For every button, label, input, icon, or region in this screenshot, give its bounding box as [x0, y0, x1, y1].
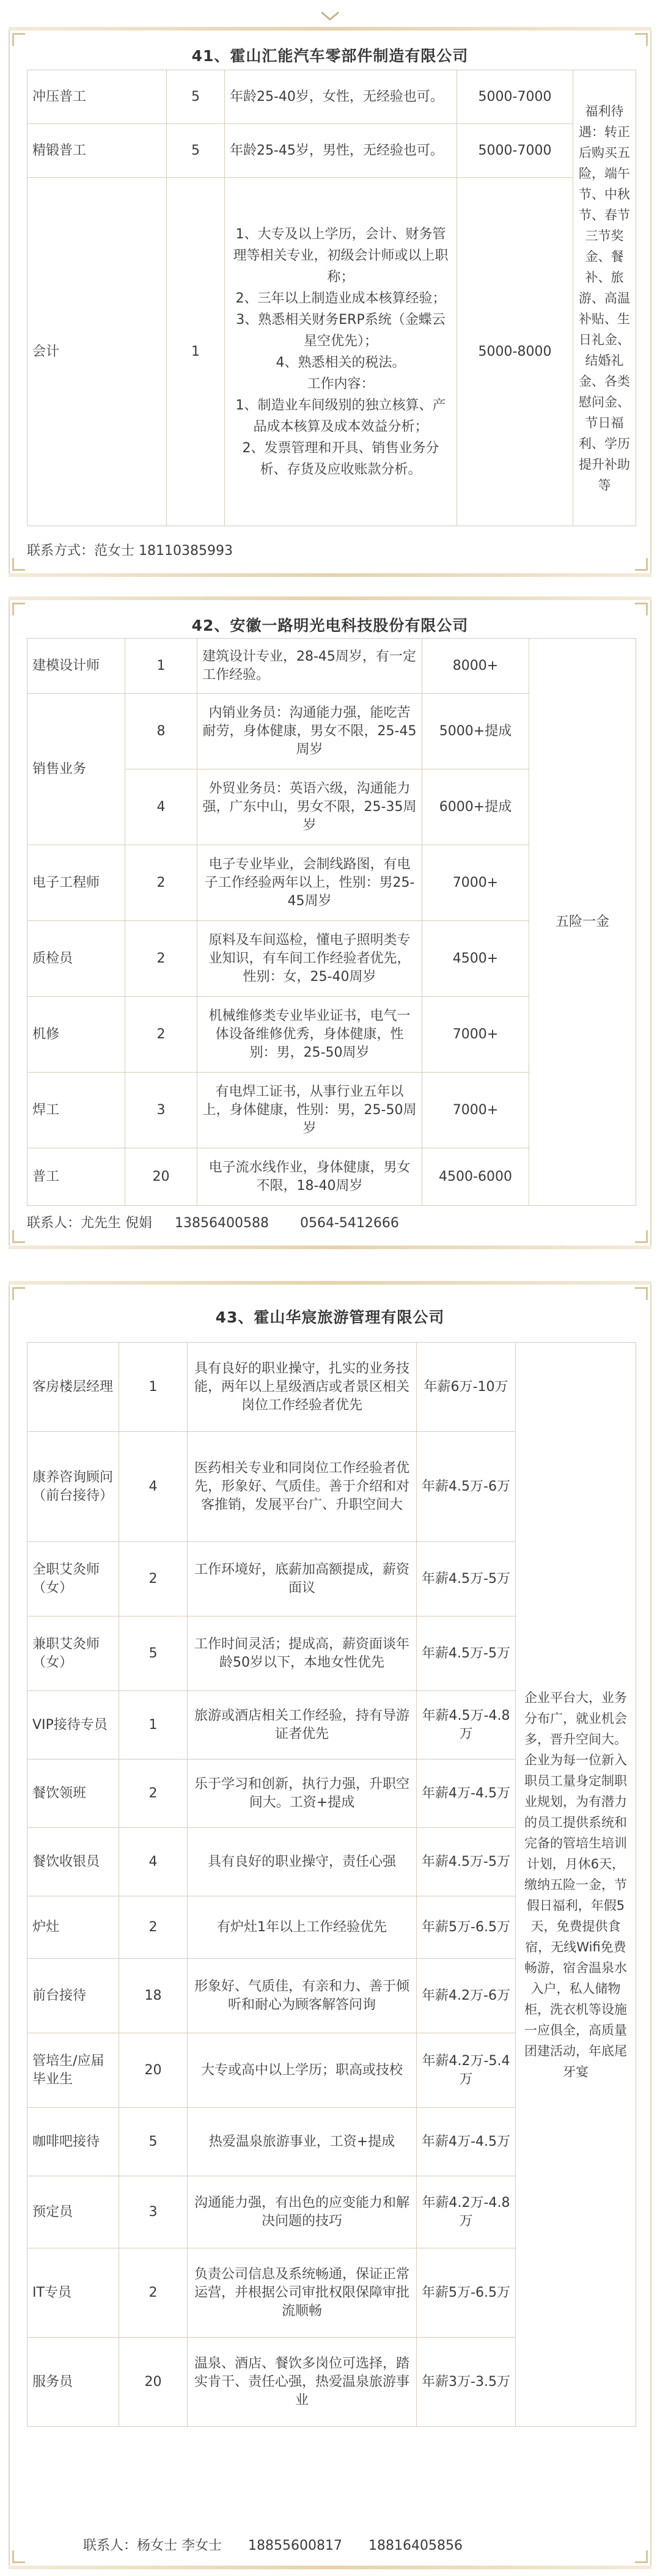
requirement-cell: 医药相关专业和同岗位工作经验者优先，形象好、气质佳。善于介绍和对客推销，发展平台广、升职空间大	[188, 1432, 417, 1542]
salary-cell: 4500-6000	[422, 1148, 529, 1206]
position-cell: VIP接待专员	[28, 1691, 119, 1760]
contact-line	[27, 540, 246, 559]
requirement-cell: 具有良好的职业操守，扎实的业务技能，两年以上星级酒店或者景区相关岗位工作经验者优先	[188, 1343, 417, 1432]
position-cell: 服务员	[28, 2338, 119, 2427]
position-cell: 冲压普工	[28, 70, 167, 124]
salary-cell: 5000+提成	[422, 694, 529, 769]
salary-cell: 8000+	[422, 639, 529, 694]
position-cell: 电子工程师	[28, 845, 125, 921]
position-cell: 炉灶	[28, 1896, 119, 1959]
count-cell: 3	[125, 1073, 197, 1148]
position-cell: 焊工	[28, 1073, 125, 1148]
requirement-cell: 原料及车间巡检，懂电子照明类专业知识，有车间工作经验者优先，性别：女，25-40周岁	[197, 921, 422, 997]
company-title: 43、霍山华宸旅游管理有限公司	[215, 1308, 445, 1326]
requirement-cell: 工作时间灵活；提成高，薪资面谈年龄50岁以下，本地女性优先	[188, 1616, 417, 1691]
count-cell: 2	[125, 845, 197, 921]
jobs-table	[27, 1342, 636, 2427]
benefits-cell: 五险一金	[529, 639, 636, 1206]
requirement-cell: 热爱温泉旅游事业，工资+提成	[188, 2108, 417, 2176]
count-cell: 2	[119, 1542, 188, 1616]
requirement-cell: 电子专业毕业，会制线路图，有电子工作经验两年以上，性别：男25-45周岁	[197, 845, 422, 921]
company-card-42	[9, 599, 651, 1247]
position-cell: 客房楼层经理	[28, 1343, 119, 1432]
requirement-cell: 乐于学习和创新，执行力强，升职空间大。工资+提成	[188, 1760, 417, 1828]
count-cell: 4	[119, 1432, 188, 1542]
company-title: 41、霍山汇能汽车零部件制造有限公司	[191, 47, 469, 65]
position-cell: 前台接待	[28, 1959, 119, 2033]
company-title: 42、安徽一路明光电科技股份有限公司	[191, 617, 469, 634]
count-cell: 5	[167, 124, 225, 178]
contact-names: 联系人：杨女士 李女士	[83, 2538, 222, 2553]
contact-names: 联系人：尤先生 倪娟	[27, 1216, 152, 1231]
position-cell: 会计	[28, 178, 167, 526]
requirement-cell: 温泉、酒店、餐饮多岗位可选择，踏实肯干、责任心强，热爱温泉旅游事业	[188, 2338, 417, 2427]
count-cell: 20	[125, 1148, 197, 1206]
contact-phone: 0564-5412666	[299, 1216, 399, 1231]
requirement-cell: 内销业务员：沟通能力强，能吃苦耐劳，身体健康，男女不限，25-45周岁	[197, 694, 422, 769]
position-cell: 普工	[28, 1148, 125, 1206]
count-cell: 3	[119, 2176, 188, 2248]
jobs-table	[27, 638, 636, 1206]
contact-phone: 18855600817	[248, 2538, 342, 2553]
salary-cell: 5000-7000	[457, 70, 573, 124]
contact-phone: 18816405856	[368, 2538, 463, 2553]
salary-cell: 5000-7000	[457, 124, 573, 178]
salary-cell: 年薪4.2万-5.4万	[417, 2033, 516, 2108]
position-cell: 预定员	[28, 2176, 119, 2248]
count-cell: 8	[125, 694, 197, 769]
salary-cell: 年薪4万-4.5万	[417, 2108, 516, 2176]
contact-phone: 13856400588	[175, 1216, 269, 1231]
count-cell: 5	[167, 70, 225, 124]
count-cell: 1	[119, 1343, 188, 1432]
salary-cell: 6000+提成	[422, 769, 529, 845]
position-cell: 兼职艾灸师（女）	[28, 1616, 119, 1691]
position-cell: 质检员	[28, 921, 125, 997]
salary-cell: 年薪4.5万-4.8万	[417, 1691, 516, 1760]
table-row	[28, 70, 636, 124]
count-cell: 4	[125, 769, 197, 845]
count-cell: 2	[125, 921, 197, 997]
requirement-cell: 机械维修类专业毕业证书，电气一体设备维修优秀，身体健康，性别：男，25-50周岁	[197, 997, 422, 1073]
count-cell: 5	[119, 1616, 188, 1691]
salary-cell: 年薪4.5万-6万	[417, 1432, 516, 1542]
company-card-43	[9, 1283, 651, 2567]
requirement-cell: 1、大专及以上学历，会计、财务管理等相关专业，初级会计师或以上职称； 2、三年以上制造业成本核算经验； 3、熟悉相关财务ERP系统（金蝶云星空优先）； 4、熟悉相关的税法。 工作内容： 1、制造业车间级别的独立核算、产品成本核算及成本效益分析； 2、发票管理和开具、销售业务分析、存货及应收账款分析。	[225, 178, 457, 526]
position-cell: 康养咨询顾问（前台接待）	[28, 1432, 119, 1542]
position-cell: 精锻普工	[28, 124, 167, 178]
contact-line	[27, 1213, 413, 1231]
salary-cell: 年薪4.5万-5万	[417, 1616, 516, 1691]
requirement-cell: 具有良好的职业操守，责任心强	[188, 1828, 417, 1896]
contact-line	[83, 2535, 476, 2554]
requirement-cell: 负责公司信息及系统畅通，保证正常运营，并根据公司审批权限保障审批流顺畅	[188, 2248, 417, 2338]
chevron-down-icon	[317, 7, 343, 26]
count-cell: 20	[119, 2338, 188, 2427]
requirement-cell: 沟通能力强，有出色的应变能力和解决问题的技巧	[188, 2176, 417, 2248]
requirement-cell: 有炉灶1年以上工作经验优先	[188, 1896, 417, 1959]
requirement-cell: 年龄25-40岁，女性，无经验也可。	[225, 70, 457, 124]
position-cell: IT专员	[28, 2248, 119, 2338]
salary-cell: 年薪4.5万-5万	[417, 1542, 516, 1616]
salary-cell: 年薪4.2万-4.8万	[417, 2176, 516, 2248]
position-cell: 机修	[28, 997, 125, 1073]
requirement-cell: 形象好、气质佳，有亲和力、善于倾听和耐心为顾客解答问询	[188, 1959, 417, 2033]
table-row	[28, 639, 636, 694]
requirement-cell: 外贸业务员：英语六级，沟通能力强，广东中山，男女不限，25-35周岁	[197, 769, 422, 845]
jobs-table	[27, 70, 636, 526]
count-cell: 2	[119, 2248, 188, 2338]
salary-cell: 7000+	[422, 845, 529, 921]
position-cell: 餐饮收银员	[28, 1828, 119, 1896]
salary-cell: 4500+	[422, 921, 529, 997]
requirement-cell: 旅游或酒店相关工作经验，持有导游证者优先	[188, 1691, 417, 1760]
position-cell: 管培生/应届毕业生	[28, 2033, 119, 2108]
salary-cell: 年薪3万-3.5万	[417, 2338, 516, 2427]
count-cell: 2	[119, 1896, 188, 1959]
count-cell: 1	[119, 1691, 188, 1760]
salary-cell: 年薪4.2万-6万	[417, 1959, 516, 2033]
benefits-cell: 福利待遇：转正后购买五险，端午节、中秋节、春节三节奖金、餐补、旅游、高温补贴、生日礼金、结婚礼金、各类慰问金、节日福利、学历提升补助等	[573, 70, 636, 526]
position-cell: 销售业务	[28, 694, 125, 845]
company-card-41	[9, 29, 651, 574]
salary-cell: 7000+	[422, 997, 529, 1073]
salary-cell: 年薪6万-10万	[417, 1343, 516, 1432]
position-cell: 全职艾灸师（女）	[28, 1542, 119, 1616]
count-cell: 1	[125, 639, 197, 694]
requirement-cell: 有电焊工证书，从事行业五年以上，身体健康，性别：男，25-50周岁	[197, 1073, 422, 1148]
count-cell: 1	[167, 178, 225, 526]
salary-cell: 年薪5万-6.5万	[417, 1896, 516, 1959]
table-row	[28, 124, 636, 178]
count-cell: 2	[125, 997, 197, 1073]
salary-cell: 7000+	[422, 1073, 529, 1148]
count-cell: 5	[119, 2108, 188, 2176]
requirement-cell: 电子流水线作业，身体健康，男女不限，18-40周岁	[197, 1148, 422, 1206]
salary-cell: 年薪4.5万-5万	[417, 1828, 516, 1896]
count-cell: 18	[119, 1959, 188, 2033]
requirement-cell: 年龄25-45岁，男性，无经验也可。	[225, 124, 457, 178]
position-cell: 建模设计师	[28, 639, 125, 694]
salary-cell: 年薪4万-4.5万	[417, 1760, 516, 1828]
requirement-cell: 工作环境好，底薪加高额提成，薪资面议	[188, 1542, 417, 1616]
salary-cell: 5000-8000	[457, 178, 573, 526]
count-cell: 2	[119, 1760, 188, 1828]
requirement-cell: 大专或高中以上学历；职高或技校	[188, 2033, 417, 2108]
table-row	[28, 178, 636, 526]
position-cell: 咖啡吧接待	[28, 2108, 119, 2176]
contact-info: 联系方式：范女士 18110385993	[27, 543, 233, 559]
position-cell: 餐饮领班	[28, 1760, 119, 1828]
benefits-cell: 企业平台大，业务分布广，就业机会多，晋升空间大。企业为每一位新入职员工量身定制职业规划，为有潜力的员工提供系统和完备的管培生培训计划，月休6天，缴纳五险一金，节假日福利，年假5天，免费提供食宿，无线Wifi免费畅游，宿舍温泉水入户，私人储物柜，洗衣机等设施一应俱全，高质量团建活动，年底尾牙宴	[516, 1343, 636, 2427]
table-row	[28, 1343, 636, 1432]
requirement-cell: 建筑设计专业，28-45周岁，有一定工作经验。	[197, 639, 422, 694]
count-cell: 4	[119, 1828, 188, 1896]
salary-cell: 年薪5万-6.5万	[417, 2248, 516, 2338]
count-cell: 20	[119, 2033, 188, 2108]
